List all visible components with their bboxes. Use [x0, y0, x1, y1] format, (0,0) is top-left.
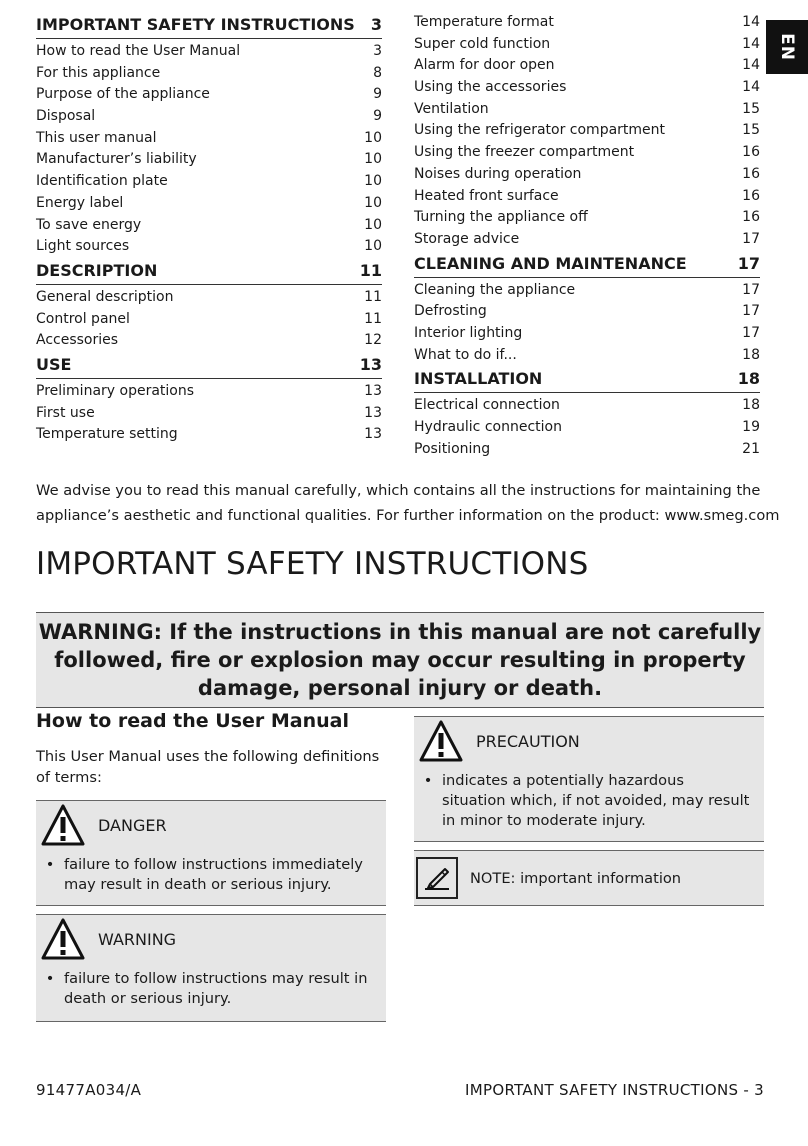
how-to-read-title: How to read the User Manual — [36, 710, 349, 732]
toc-entry-page: 17 — [742, 281, 760, 298]
toc-entry — [36, 41, 382, 63]
toc-entry-page: 10 — [364, 194, 382, 211]
toc-entry-page: 18 — [742, 346, 760, 363]
toc-entry — [414, 186, 760, 208]
danger-title: DANGER — [98, 815, 167, 835]
how-to-read-lead: This User Manual uses the following definitions of terms: — [36, 748, 380, 786]
warning-banner-line-2: followed, fire or explosion may occur resulting in property — [54, 648, 746, 672]
toc-entry-page: 17 — [737, 253, 760, 273]
toc-entry-title: How to read the User Manual — [36, 43, 241, 59]
toc-entry-page: 16 — [742, 144, 760, 161]
toc-entry — [36, 193, 382, 215]
toc-entry-page: 17 — [742, 230, 760, 247]
toc-entry — [414, 280, 760, 302]
toc-entry-title: Energy label — [36, 194, 124, 211]
pencil-icon — [421, 862, 453, 894]
toc-entry-page: 13 — [364, 404, 382, 421]
toc-right-column — [414, 12, 760, 460]
language-tab — [766, 20, 808, 74]
warning-text: failure to follow instructions may result in death or serious injury. — [64, 970, 368, 1007]
toc-entry-title: Manufacturer’s liability — [36, 151, 197, 168]
warning-triangle-icon — [418, 719, 464, 763]
toc-entry-page: 8 — [373, 64, 382, 81]
toc-entry-title: Temperature format — [414, 14, 554, 30]
toc-section-heading — [36, 352, 382, 379]
intro-line-1: We advise you to read this manual carefully, which contains all the instructions for maintaining the — [36, 482, 761, 499]
toc-entry-title: For this appliance — [36, 64, 161, 81]
toc-entry-page: 10 — [364, 216, 382, 233]
danger-box-header — [36, 801, 386, 849]
toc-entry-title: CLEANING AND MAINTENANCE — [414, 253, 687, 273]
toc-entry — [36, 287, 382, 309]
warning-banner-line-3: damage, personal injury or death. — [197, 676, 603, 700]
toc-section-heading — [414, 251, 760, 278]
toc-entry-page: 15 — [742, 122, 760, 139]
warning-box — [36, 914, 386, 1022]
toc-entry-page: 10 — [364, 151, 382, 168]
toc-entry-title: Light sources — [36, 238, 130, 255]
toc-entry-title: Purpose of the appliance — [36, 86, 210, 103]
toc-entry — [36, 128, 382, 150]
toc-entry-page: 14 — [742, 57, 760, 74]
toc-entry — [414, 395, 760, 417]
warning-title: WARNING — [98, 929, 177, 949]
warning-item — [36, 963, 386, 1009]
toc-entry-title: Interior lighting — [414, 324, 523, 341]
toc-entry-page: 14 — [742, 35, 760, 52]
note-box — [414, 850, 764, 906]
precaution-box-header — [414, 717, 764, 765]
toc-entry — [36, 403, 382, 425]
warning-triangle-icon — [40, 917, 86, 961]
toc-entry-page: 11 — [359, 260, 382, 280]
toc-entry-title: Noises during operation — [414, 165, 582, 182]
toc-entry — [36, 236, 382, 258]
toc-entry-page: 9 — [373, 108, 382, 125]
toc-entry — [414, 77, 760, 99]
toc-entry — [414, 323, 760, 345]
danger-item — [36, 849, 386, 895]
toc-entry-title: Ventilation — [414, 100, 489, 117]
pencil-note-icon — [416, 857, 458, 899]
precaution-title: PRECAUTION — [476, 731, 580, 751]
toc-entry-title: Heated front surface — [414, 187, 559, 204]
warning-banner-line-1: WARNING: If the instructions in this manual are not carefully — [38, 620, 762, 644]
toc-entry — [414, 120, 760, 142]
toc-entry-page: 16 — [742, 165, 760, 182]
warning-banner — [36, 612, 764, 708]
toc-entry — [36, 330, 382, 352]
note-text: NOTE: important information — [470, 869, 682, 887]
bullet: • — [45, 856, 55, 873]
toc-entry — [414, 12, 760, 34]
toc-entry-page: 14 — [742, 14, 760, 30]
toc-section-heading — [36, 258, 382, 285]
toc-entry-title: IMPORTANT SAFETY INSTRUCTIONS — [36, 15, 355, 34]
toc-entry — [414, 34, 760, 56]
toc-entry-title: Temperature setting — [36, 426, 178, 443]
toc-entry — [36, 215, 382, 237]
section-title: IMPORTANT SAFETY INSTRUCTIONS — [36, 546, 589, 582]
danger-text: failure to follow instructions immediately may result in death or serious injury. — [64, 856, 363, 893]
danger-box — [36, 800, 386, 906]
toc-entry-title: Alarm for door open — [414, 57, 555, 74]
warning-box-header — [36, 915, 386, 963]
toc-entry — [414, 439, 760, 461]
note-row — [414, 851, 764, 905]
toc-entry-title: Accessories — [36, 332, 119, 349]
toc-entry-page: 9 — [373, 86, 382, 103]
toc-entry — [414, 345, 760, 367]
toc-entry — [36, 309, 382, 331]
toc-entry-title: Storage advice — [414, 230, 520, 247]
toc-entry-title: Using the freezer compartment — [414, 144, 635, 161]
toc-entry-title: Defrosting — [414, 303, 487, 320]
toc-entry-page: 21 — [742, 440, 760, 457]
toc-entry-page: 12 — [364, 332, 382, 349]
toc-entry-title: Using the refrigerator compartment — [414, 122, 666, 139]
toc-entry-title: This user manual — [36, 129, 157, 146]
toc-entry — [36, 63, 382, 85]
toc-entry-page: 14 — [742, 79, 760, 96]
toc-entry — [414, 142, 760, 164]
toc-entry — [414, 164, 760, 186]
toc-entry-page: 10 — [364, 238, 382, 255]
toc-entry — [414, 55, 760, 77]
toc-entry-page: 17 — [742, 303, 760, 320]
toc-entry-page: 13 — [364, 382, 382, 399]
toc-entry-page: 15 — [742, 100, 760, 117]
toc-entry-page: 11 — [364, 288, 382, 305]
toc-entry-page: 16 — [742, 187, 760, 204]
footer-page-label: IMPORTANT SAFETY INSTRUCTIONS - 3 — [465, 1081, 764, 1099]
toc-entry-page: 3 — [373, 43, 382, 59]
toc-entry-page: 19 — [742, 419, 760, 435]
toc-entry-page: 11 — [364, 310, 382, 327]
toc-entry-title: Identification plate — [36, 173, 168, 190]
precaution-text: indicates a potentially hazardous situation which, if not avoided, may result in minor to moderate injury. — [442, 772, 750, 829]
toc-entry-title: What to do if... — [414, 346, 517, 363]
toc-entry-title: Cleaning the appliance — [414, 281, 576, 298]
toc-entry-title: INSTALLATION — [414, 369, 543, 389]
toc-entry — [36, 424, 382, 446]
toc-entry-title: Using the accessories — [414, 79, 567, 96]
language-tab-label: EN — [777, 33, 797, 61]
bullet: • — [45, 970, 55, 987]
toc-entry-title: Electrical connection — [414, 397, 560, 414]
intro-line-2: appliance’s aesthetic and functional qualities. For further information on the product: www.smeg.com — [36, 507, 780, 524]
toc-entry-page: 13 — [364, 426, 382, 443]
bullet: • — [423, 772, 433, 789]
toc-entry-page: 10 — [364, 129, 382, 146]
intro-paragraph — [36, 478, 780, 528]
toc-entry — [36, 171, 382, 193]
toc-entry — [414, 301, 760, 323]
toc-entry-page: 10 — [364, 173, 382, 190]
toc-entry — [36, 84, 382, 106]
toc-entry-page: 17 — [742, 324, 760, 341]
toc-entry — [36, 106, 382, 128]
toc-entry-title: USE — [36, 354, 72, 374]
toc-entry — [414, 229, 760, 251]
toc-entry-title: To save energy — [36, 216, 142, 233]
toc-section-heading — [414, 366, 760, 393]
toc-entry-page: 16 — [742, 209, 760, 226]
footer-document-code: 91477A034/A — [36, 1081, 142, 1099]
toc-entry — [414, 99, 760, 121]
toc-entry-title: Positioning — [414, 440, 491, 457]
toc-entry — [36, 149, 382, 171]
toc-entry-title: Disposal — [36, 108, 96, 125]
toc-section-heading — [36, 12, 382, 39]
toc-entry-page: 18 — [742, 397, 760, 414]
toc-left-column — [36, 12, 382, 446]
toc-entry — [414, 417, 760, 439]
toc-entry-title: DESCRIPTION — [36, 260, 158, 280]
toc-entry-title: Preliminary operations — [36, 382, 195, 399]
warning-triangle-icon — [40, 803, 86, 847]
toc-entry-title: Hydraulic connection — [414, 419, 562, 435]
toc-entry-title: Turning the appliance off — [414, 209, 588, 226]
toc-entry-title: First use — [36, 404, 95, 421]
toc-entry-title: Super cold function — [414, 35, 551, 52]
precaution-box — [414, 716, 764, 842]
toc-entry-page: 13 — [359, 354, 382, 374]
toc-entry-title: Control panel — [36, 310, 130, 327]
precaution-item — [414, 765, 764, 831]
toc-entry-page: 18 — [737, 369, 760, 389]
toc-entry — [36, 381, 382, 403]
toc-entry-title: General description — [36, 288, 174, 305]
toc-entry-page: 3 — [370, 15, 382, 34]
toc-entry — [414, 207, 760, 229]
